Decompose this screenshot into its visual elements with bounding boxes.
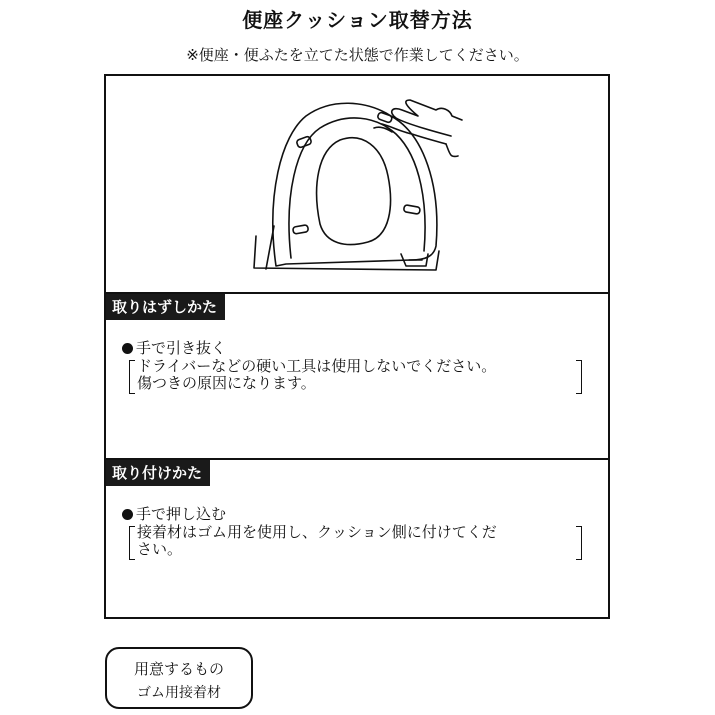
page-title: 便座クッション取替方法	[242, 8, 473, 32]
required-items-box	[105, 647, 253, 709]
attach-step	[122, 506, 226, 523]
bullet-icon	[122, 343, 133, 354]
attach-note-line2: さい。	[137, 540, 183, 558]
removal-heading: 取りはずしかた	[106, 294, 225, 320]
removal-note-line2: 傷つきの原因になります。	[137, 374, 316, 392]
removal-note-line1: ドライバーなどの硬い工具は使用しないでください。	[137, 357, 497, 375]
attach-section	[106, 458, 608, 619]
bullet-icon	[122, 509, 133, 520]
attach-step-text: 手で押し込む	[136, 505, 227, 523]
attach-note-line1: 接着材はゴム用を使用し、クッション側に付けてくだ	[137, 523, 497, 541]
instruction-panel	[104, 74, 610, 619]
removal-step	[122, 340, 226, 357]
removal-section	[106, 292, 608, 460]
required-item: ゴム用接着材	[137, 685, 221, 701]
attach-note	[127, 524, 582, 558]
removal-step-text: 手で引き抜く	[136, 339, 227, 357]
required-items-title: 用意するもの	[133, 660, 224, 678]
caution-note: ※便座・便ふたを立てた状態で作業してください。	[186, 46, 529, 64]
removal-note	[127, 358, 582, 392]
attach-heading: 取り付けかた	[106, 460, 210, 486]
toilet-seat-cushion-illustration-icon	[106, 76, 608, 292]
